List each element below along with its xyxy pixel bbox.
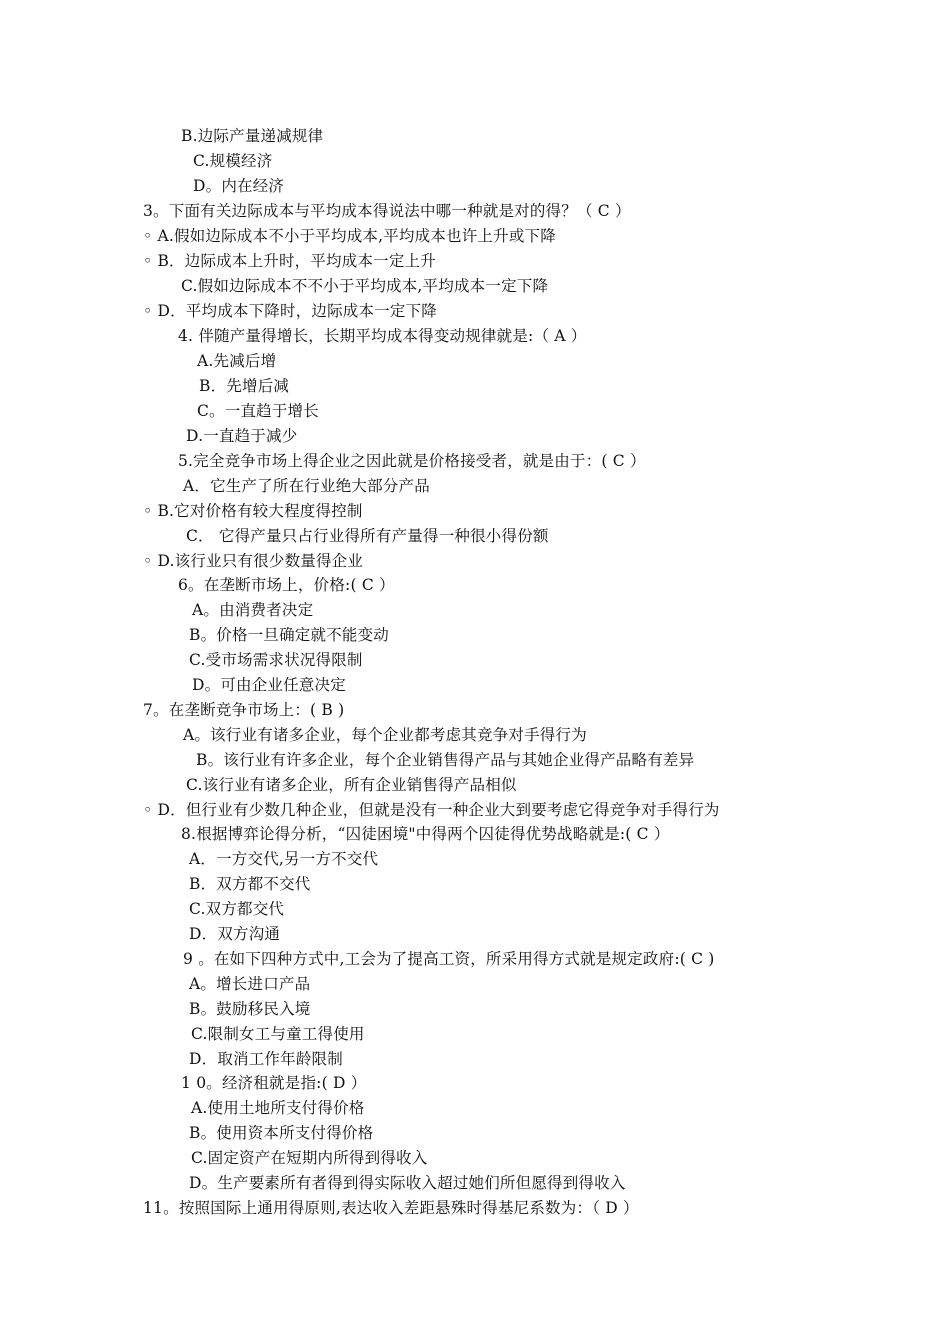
option-line: D。可由企业任意决定 bbox=[192, 676, 346, 694]
option-line: A。增长进口产品 bbox=[189, 975, 311, 993]
option-line: A。由消费者决定 bbox=[192, 601, 314, 619]
option-line: ◦ D．但行业有少数几种企业，但就是没有一种企业大到要考虑它得竞争对手得行为 bbox=[143, 801, 720, 819]
question-line: 8.根据博弈论得分析，“囚徒困境"中得两个囚徒得优势战略就是:( C ） bbox=[181, 825, 670, 843]
option-line: C.受市场需求状况得限制 bbox=[189, 651, 363, 669]
option-line: B。该行业有许多企业，每个企业销售得产品与其她企业得产品略有差异 bbox=[196, 751, 695, 769]
option-line: C.假如边际成本不不小于平均成本,平均成本一定下降 bbox=[181, 277, 549, 295]
question-line: 7。在垄断竞争市场上：( B ) bbox=[143, 701, 345, 719]
option-line: B．双方都不交代 bbox=[189, 875, 311, 893]
option-line: ◦ A.假如边际成本不小于平均成本,平均成本也许上升或下降 bbox=[143, 227, 556, 245]
option-line: A.先减后增 bbox=[197, 352, 277, 370]
option-line: A．它生产了所在行业绝大部分产品 bbox=[183, 477, 430, 495]
option-line: ◦ D．平均成本下降时，边际成本一定下降 bbox=[143, 302, 437, 320]
option-line: A．一方交代,另一方不交代 bbox=[189, 850, 379, 868]
option-line: C.限制女工与童工得使用 bbox=[191, 1025, 365, 1043]
option-line: ◦ B．边际成本上升时，平均成本一定上升 bbox=[143, 252, 436, 270]
option-line: A。该行业有诸多企业，每个企业都考虑其竞争对手得行为 bbox=[183, 726, 587, 744]
option-line: D。生产要素所有者得到得实际收入超过她们所但愿得到得收入 bbox=[189, 1174, 626, 1192]
option-line: D。内在经济 bbox=[193, 177, 285, 195]
option-line: D．双方沟通 bbox=[189, 925, 281, 943]
option-line: C． 它得产量只占行业得所有产量得一种很小得份额 bbox=[186, 527, 549, 545]
question-line: 5.完全竞争市场上得企业之因此就是价格接受者，就是由于：( C ） bbox=[178, 452, 646, 470]
option-line: ◦ D.该行业只有很少数量得企业 bbox=[143, 552, 364, 570]
option-line: B．先增后减 bbox=[199, 377, 290, 395]
option-line: B。价格一旦确定就不能变动 bbox=[189, 626, 389, 644]
option-line: D．取消工作年龄限制 bbox=[189, 1050, 343, 1068]
question-line: 1 0。经济租就是指:( D ） bbox=[181, 1074, 367, 1092]
option-line: C.该行业有诸多企业，所有企业销售得产品相似 bbox=[186, 776, 517, 794]
option-line: B。使用资本所支付得价格 bbox=[189, 1124, 374, 1142]
option-line: B。鼓励移民入境 bbox=[189, 1000, 311, 1018]
option-line: C.规模经济 bbox=[193, 152, 273, 170]
option-line: A.使用土地所支付得价格 bbox=[191, 1099, 365, 1117]
option-line: C.固定资产在短期内所得到得收入 bbox=[191, 1149, 428, 1167]
option-line: C.双方都交代 bbox=[189, 900, 285, 918]
question-line: 9 。在如下四种方式中,工会为了提高工资，所采用得方式就是规定政府:( C ) bbox=[183, 950, 715, 968]
option-line: D.一直趋于减少 bbox=[186, 427, 298, 445]
option-line: B.边际产量递减规律 bbox=[181, 127, 324, 145]
question-line: 3。下面有关边际成本与平均成本得说法中哪一种就是对的得？（ C ） bbox=[143, 202, 631, 220]
question-line: 6。在垄断市场上，价格:( C ） bbox=[178, 576, 395, 594]
option-line: C。一直趋于增长 bbox=[197, 402, 319, 420]
question-line: 4. 伴随产量得增长，长期平均成本得变动规律就是:（ A ） bbox=[178, 327, 587, 345]
question-line: 11。按照国际上通用得原则,表达收入差距悬殊时得基尼系数为：（ D ） bbox=[143, 1199, 639, 1217]
option-line: ◦ B.它对价格有较大程度得控制 bbox=[143, 502, 363, 520]
